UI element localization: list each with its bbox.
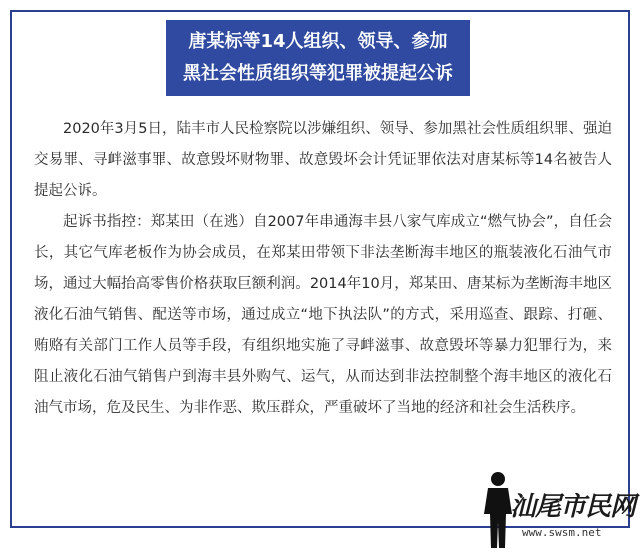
title-line-1: 唐某标等14人组织、领导、参加 — [188, 31, 448, 52]
site-watermark — [476, 470, 636, 550]
watermark-url: www.swsm.net — [522, 526, 602, 539]
title-line-2: 黑社会性质组织等犯罪被提起公诉 — [183, 63, 453, 84]
article-body — [34, 114, 612, 424]
title-banner — [166, 20, 470, 96]
paragraph-2: 起诉书指控：郑某田（在逃）自2007年串通海丰县八家气库成立“燃气协会”，自任会长，其它气库老板作为协会成员，在郑某田带领下非法垄断海丰地区的瓶装液化石油气市场，通过大幅抬高零售价格获取巨额利润。2014年10月，郑某田、唐某标为垄断海丰地区液化石油气销售、配送等市场，通过成立“地下执法队”的方式，采用巡查、跟踪、打砸、贿赂有关部门工作人员等手段，有组织地实施了寻衅滋事、故意毁坏等暴力犯罪行为，来阻止液化石油气销售户到海丰县外购气、运气，从而达到非法控制整个海丰地区的液化石油气市场，危及民生、为非作恶、欺压群众，严重破坏了当地的经济和社会生活秩序。 — [34, 214, 612, 416]
paragraph-1: 2020年3月5日，陆丰市人民检察院以涉嫌组织、领导、参加黑社会性质组织罪、强迫交易罪、寻衅滋事罪、故意毁坏财物罪、故意毁坏会计凭证罪依法对唐某标等14名被告人提起公诉。 — [34, 121, 612, 199]
watermark-brand: 汕尾市民网 — [510, 492, 636, 522]
